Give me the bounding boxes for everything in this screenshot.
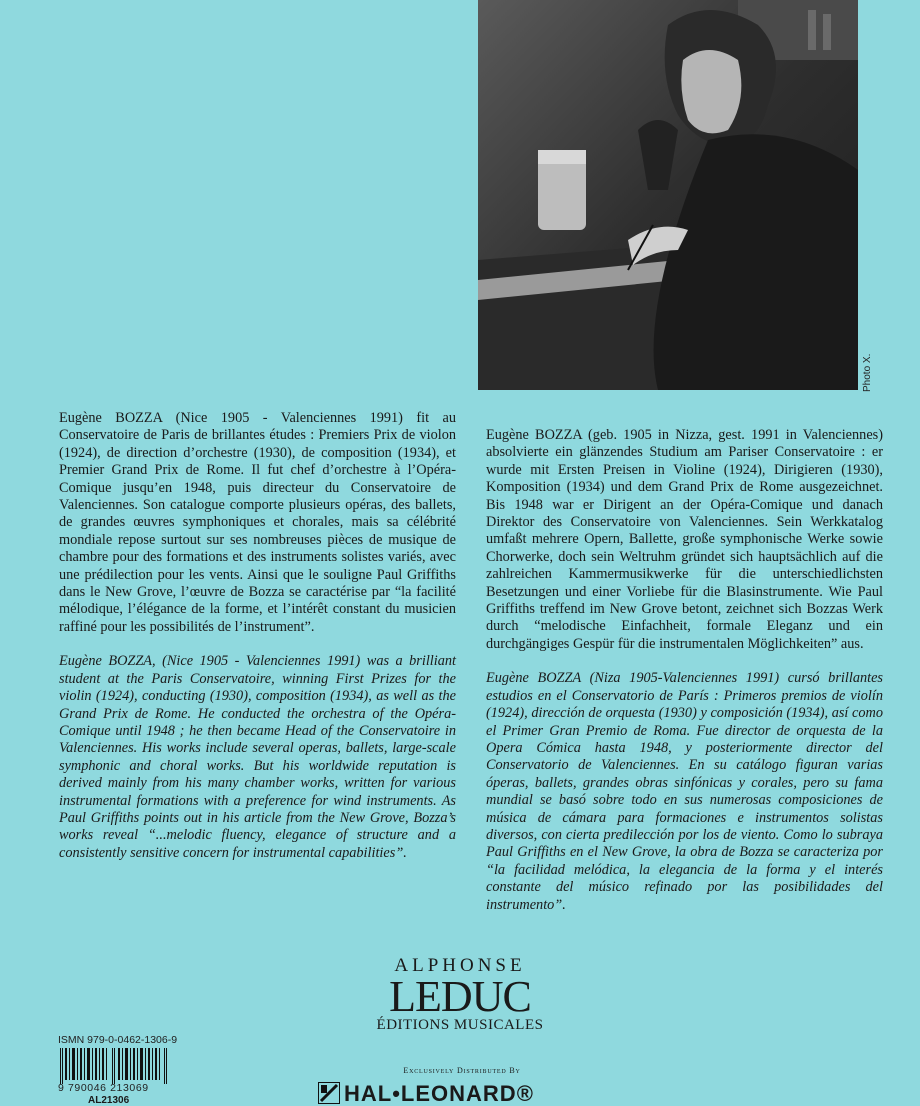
- german-spanish-column: [486, 427, 883, 914]
- publisher-line3: ÉDITIONS MUSICALES: [376, 1017, 544, 1033]
- publisher-line1: ALPHONSE: [394, 955, 526, 976]
- photo-credit: Photo X.: [862, 353, 873, 392]
- spanish-paragraph: Eugène BOZZA (Niza 1905-Valenciennes 1991) cursó brillantes estudios en el Conservatorio de París : Primeros premios de violín (1924), dirección de orquesta (1930) y composición (1934), así como el Primer Gran Premio de Roma. Fue director de orquesta de la Opera Cómica hasta 1948, y posteriormente director del Conservatorio de Valenciennes. En su catálogo figuran varias óperas, ballets, grandes obras sinfónicas y corales, pero su fama mundial se basó sobre todo en sus numerosas composiciones de música de cámara para formaciones e instrumentos solistas diversos, con cierta predilección por los de viento. Como lo subraya Paul Griffiths en el New Grove, la obra de Bozza se caracteriza por “la facilidad melódica, la elegancia de la forma y el interés constante del músico refinado por las posibilidades del instrumento”.: [486, 670, 883, 913]
- publisher-line2: LEDUC: [389, 972, 531, 1021]
- barcode: [58, 1048, 170, 1084]
- publisher-logo: [360, 955, 560, 1033]
- catalog-code: AL21306: [88, 1095, 130, 1106]
- distribution-label: Exclusively Distributed By: [403, 1066, 521, 1075]
- composer-photo: [478, 0, 858, 390]
- hal-leonard-mark-icon: [318, 1082, 340, 1104]
- barcode-number: 9 790046 213069: [58, 1082, 149, 1094]
- ismn-number: ISMN 979-0-0462-1306-9: [58, 1034, 178, 1046]
- distributor-name: HAL•LEONARD®: [344, 1081, 534, 1106]
- german-paragraph: Eugène BOZZA (geb. 1905 in Nizza, gest. 1991 in Valenciennes) absolvierte ein glänzendes Studium am Pariser Conservatoire : er wurde mit Ersten Preisen in Violine (1924), Dirigieren (1930), Komposition (1934) und dem Grand Prix de Rome ausgezeichnet. Bis 1948 war er Dirigent an der Opéra-Comique und danach Direktor des Conservatoire von Valenciennes. Sein Werkkatalog umfaßt mehrere Opern, Ballette, große symphonische Werke sowie Chorwerke, doch sein Weltruhm gründet sich hauptsächlich auf die zahlreichen Kammermusikwerke für die unterschiedlichsten Besetzungen und einer Vorliebe für die Blasinstrumente. Wie Paul Griffiths treffend im New Grove betont, zeichnet sich Bozzas Werk durch “melodische Einfachheit, formale Eleganz und ein durchgängiges Gespür für die instrumentalen Möglichkeiten” aus.: [486, 427, 883, 652]
- english-paragraph: Eugène BOZZA, (Nice 1905 - Valenciennes 1991) was a brilliant student at the Paris Conservatoire, winning First Prizes for the violin (1924), conducting (1930), composition (1934), as well as the Grand Prix de Rome. He conducted the orchestra of the Opéra-Comique until 1948 ; he then became Head of the Conservatoire in Valenciennes. His works include several operas, ballets, large-scale symphonic and choral works. But his worldwide reputation is derived mainly from his many chamber works, written for various instrumental formations with a preference for wind instruments. As Paul Griffiths points out in his article from the New Grove, Bozza’s works reveal “...melodic fluency, elegance of structure and a consistently sensitive concern for instrumental capabilities”.: [59, 653, 456, 861]
- french-english-column: [59, 410, 456, 862]
- french-paragraph: Eugène BOZZA (Nice 1905 - Valenciennes 1991) fit au Conservatoire de Paris de brillantes études : Premiers Prix de violon (1924), de direction d’orchestre (1930), de composition (1934), et Premier Grand Prix de Rome. Il fut chef d’orchestre à l’Opéra-Comique jusqu’en 1948, puis directeur du Conservatoire de Valenciennes. Son catalogue comporte plusieurs opéras, des ballets, de grandes œuvres symphoniques et chorales, mais sa célébrité mondiale repose surtout sur ses nombreuses pièces de musique de chambre pour des formations et des instruments solistes variés, avec une prédilection pour les vents. Ainsi que le souligne Paul Griffiths dans le New Grove, l’œuvre de Bozza se caractérise par “la facilité mélodique, l’élégance de la forme, et l’intérêt constant du musicien raffiné pour les possibilités de l’instrument”.: [59, 410, 456, 635]
- hal-leonard-logo: [318, 1078, 608, 1104]
